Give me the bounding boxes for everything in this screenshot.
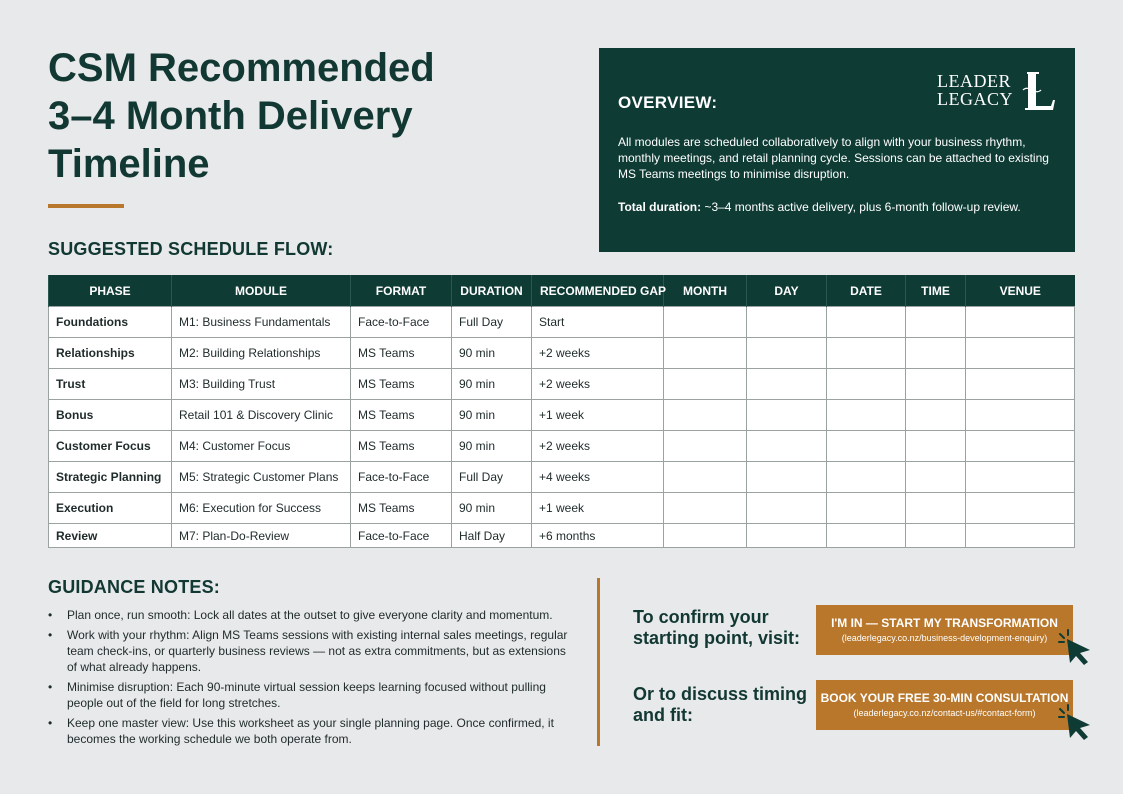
col-header-time: TIME	[906, 275, 966, 307]
cell-gap: +2 weeks	[532, 369, 664, 400]
cell-day-input[interactable]	[747, 493, 827, 524]
cell-phase: Relationships	[49, 338, 172, 369]
cell-day-input[interactable]	[747, 369, 827, 400]
col-header-day: DAY	[747, 275, 827, 307]
total-duration-text: ~3–4 months active delivery, plus 6-month follow-up review.	[701, 200, 1021, 214]
guidance-list	[48, 607, 568, 751]
click-cursor-icon	[1056, 628, 1096, 668]
logo-line-2: LEGACY	[937, 89, 1013, 109]
cell-day-input[interactable]	[747, 307, 827, 338]
cell-phase: Strategic Planning	[49, 462, 172, 493]
cell-venue-input[interactable]	[966, 524, 1075, 548]
cell-date-input[interactable]	[827, 307, 906, 338]
cell-duration: Full Day	[452, 462, 532, 493]
title-underline	[48, 204, 124, 208]
cell-month-input[interactable]	[664, 524, 747, 548]
cell-duration: Full Day	[452, 307, 532, 338]
cell-module: M3: Building Trust	[172, 369, 351, 400]
cell-format: Face-to-Face	[351, 462, 452, 493]
cell-duration: 90 min	[452, 338, 532, 369]
list-item: • Work with your rhythm: Align MS Teams sessions with existing internal sales meetings, regular team check-ins, or quarterly business reviews — not as extra commitments, but as extensions of what already happens.	[48, 627, 568, 675]
cell-venue-input[interactable]	[966, 400, 1075, 431]
cell-month-input[interactable]	[664, 400, 747, 431]
cell-duration: 90 min	[452, 493, 532, 524]
cell-month-input[interactable]	[664, 462, 747, 493]
start-transformation-button[interactable]	[816, 605, 1073, 655]
cell-duration: Half Day	[452, 524, 532, 548]
col-header-month: MONTH	[664, 275, 747, 307]
cell-module: M4: Customer Focus	[172, 431, 351, 462]
start-transformation-label: I'M IN — START MY TRANSFORMATION	[831, 616, 1058, 630]
cell-time-input[interactable]	[906, 462, 966, 493]
cell-module: M7: Plan-Do-Review	[172, 524, 351, 548]
cell-gap: +6 months	[532, 524, 664, 548]
cell-phase: Customer Focus	[49, 431, 172, 462]
table-row	[49, 431, 1075, 462]
cell-day-input[interactable]	[747, 338, 827, 369]
col-header-gap: RECOMMENDED GAP	[532, 275, 664, 307]
col-header-phase: PHASE	[49, 275, 172, 307]
cell-module: M1: Business Fundamentals	[172, 307, 351, 338]
cell-day-input[interactable]	[747, 400, 827, 431]
cell-gap: Start	[532, 307, 664, 338]
title-line-1: CSM Recommended	[48, 46, 435, 90]
title-line-2: 3–4 Month Delivery	[48, 94, 413, 138]
cell-duration: 90 min	[452, 369, 532, 400]
cell-format: MS Teams	[351, 369, 452, 400]
overview-panel	[599, 48, 1075, 252]
cell-format: MS Teams	[351, 493, 452, 524]
cell-format: Face-to-Face	[351, 307, 452, 338]
book-consultation-url: (leaderlegacy.co.nz/contact-us/#contact-form)	[853, 708, 1036, 718]
click-cursor-icon	[1056, 703, 1096, 743]
cell-date-input[interactable]	[827, 524, 906, 548]
table-row	[49, 369, 1075, 400]
cell-day-input[interactable]	[747, 524, 827, 548]
cell-gap: +1 week	[532, 493, 664, 524]
discuss-label: Or to discuss timing and fit:	[633, 684, 808, 725]
cell-gap: +2 weeks	[532, 338, 664, 369]
cell-phase: Foundations	[49, 307, 172, 338]
list-item: • Plan once, run smooth: Lock all dates at the outset to give everyone clarity and momentum.	[48, 607, 568, 623]
cell-venue-input[interactable]	[966, 431, 1075, 462]
cell-module: Retail 101 & Discovery Clinic	[172, 400, 351, 431]
cell-format: Face-to-Face	[351, 524, 452, 548]
col-header-date: DATE	[827, 275, 906, 307]
logo-line-1: LEADER	[937, 71, 1011, 91]
start-transformation-url: (leaderlegacy.co.nz/business-development-enquiry)	[841, 633, 1048, 643]
book-consultation-button[interactable]	[816, 680, 1073, 730]
cell-module: M5: Strategic Customer Plans	[172, 462, 351, 493]
table-row	[49, 493, 1075, 524]
cell-duration: 90 min	[452, 431, 532, 462]
schedule-header-row	[49, 275, 1075, 307]
cell-venue-input[interactable]	[966, 462, 1075, 493]
total-duration-label: Total duration:	[618, 200, 702, 214]
logo-l-mark-icon	[1019, 70, 1055, 112]
overview-heading: OVERVIEW:	[618, 93, 718, 112]
table-row	[49, 400, 1075, 431]
cell-phase: Review	[49, 524, 172, 548]
cell-date-input[interactable]	[827, 431, 906, 462]
leader-legacy-logo	[937, 70, 1055, 112]
table-row	[49, 338, 1075, 369]
cell-month-input[interactable]	[664, 493, 747, 524]
col-header-duration: DURATION	[452, 275, 532, 307]
title-line-3: Timeline	[48, 142, 210, 186]
cell-module: M2: Building Relationships	[172, 338, 351, 369]
cell-date-input[interactable]	[827, 338, 906, 369]
cell-time-input[interactable]	[906, 431, 966, 462]
cell-phase: Execution	[49, 493, 172, 524]
cell-date-input[interactable]	[827, 493, 906, 524]
cell-phase: Bonus	[49, 400, 172, 431]
overview-total	[618, 199, 1058, 215]
cell-format: MS Teams	[351, 400, 452, 431]
table-row	[49, 524, 1075, 548]
cell-module: M6: Execution for Success	[172, 493, 351, 524]
cell-duration: 90 min	[452, 400, 532, 431]
cell-venue-input[interactable]	[966, 493, 1075, 524]
col-header-format: FORMAT	[351, 275, 452, 307]
cell-time-input[interactable]	[906, 493, 966, 524]
cell-gap: +4 weeks	[532, 462, 664, 493]
section-divider	[597, 578, 600, 746]
cell-time-input[interactable]	[906, 307, 966, 338]
cell-format: MS Teams	[351, 431, 452, 462]
table-row	[49, 462, 1075, 493]
cell-date-input[interactable]	[827, 462, 906, 493]
schedule-table	[48, 275, 1075, 548]
cell-month-input[interactable]	[664, 431, 747, 462]
cell-venue-input[interactable]	[966, 338, 1075, 369]
page-title	[48, 44, 568, 188]
cell-gap: +1 week	[532, 400, 664, 431]
cell-format: MS Teams	[351, 338, 452, 369]
cell-month-input[interactable]	[664, 307, 747, 338]
cell-gap: +2 weeks	[532, 431, 664, 462]
col-header-module: MODULE	[172, 275, 351, 307]
col-header-venue: VENUE	[966, 275, 1075, 307]
cell-time-input[interactable]	[906, 369, 966, 400]
cell-day-input[interactable]	[747, 431, 827, 462]
cell-time-input[interactable]	[906, 338, 966, 369]
cell-date-input[interactable]	[827, 369, 906, 400]
cell-month-input[interactable]	[664, 369, 747, 400]
guidance-heading: GUIDANCE NOTES:	[48, 577, 221, 597]
overview-body: All modules are scheduled collaboratively to align with your business rhythm, monthly meetings, and retail planning cycle. Sessions can be attached to existing MS Teams meetings to minimise disruption.	[618, 135, 1049, 181]
cell-day-input[interactable]	[747, 462, 827, 493]
book-consultation-label: BOOK YOUR FREE 30-MIN CONSULTATION	[820, 691, 1069, 705]
confirm-label: To confirm your starting point, visit:	[633, 607, 801, 648]
cell-time-input[interactable]	[906, 400, 966, 431]
cell-phase: Trust	[49, 369, 172, 400]
cell-venue-input[interactable]	[966, 369, 1075, 400]
cell-venue-input[interactable]	[966, 307, 1075, 338]
cell-date-input[interactable]	[827, 400, 906, 431]
cell-time-input[interactable]	[906, 524, 966, 548]
cell-month-input[interactable]	[664, 338, 747, 369]
list-item: • Minimise disruption: Each 90-minute virtual session keeps learning focused without pulling people out of the field for long stretches.	[48, 679, 568, 711]
list-item: • Keep one master view: Use this worksheet as your single planning page. Once confirmed, it becomes the working schedule we both operate from.	[48, 715, 568, 747]
schedule-heading: SUGGESTED SCHEDULE FLOW:	[48, 239, 334, 259]
table-row	[49, 307, 1075, 338]
